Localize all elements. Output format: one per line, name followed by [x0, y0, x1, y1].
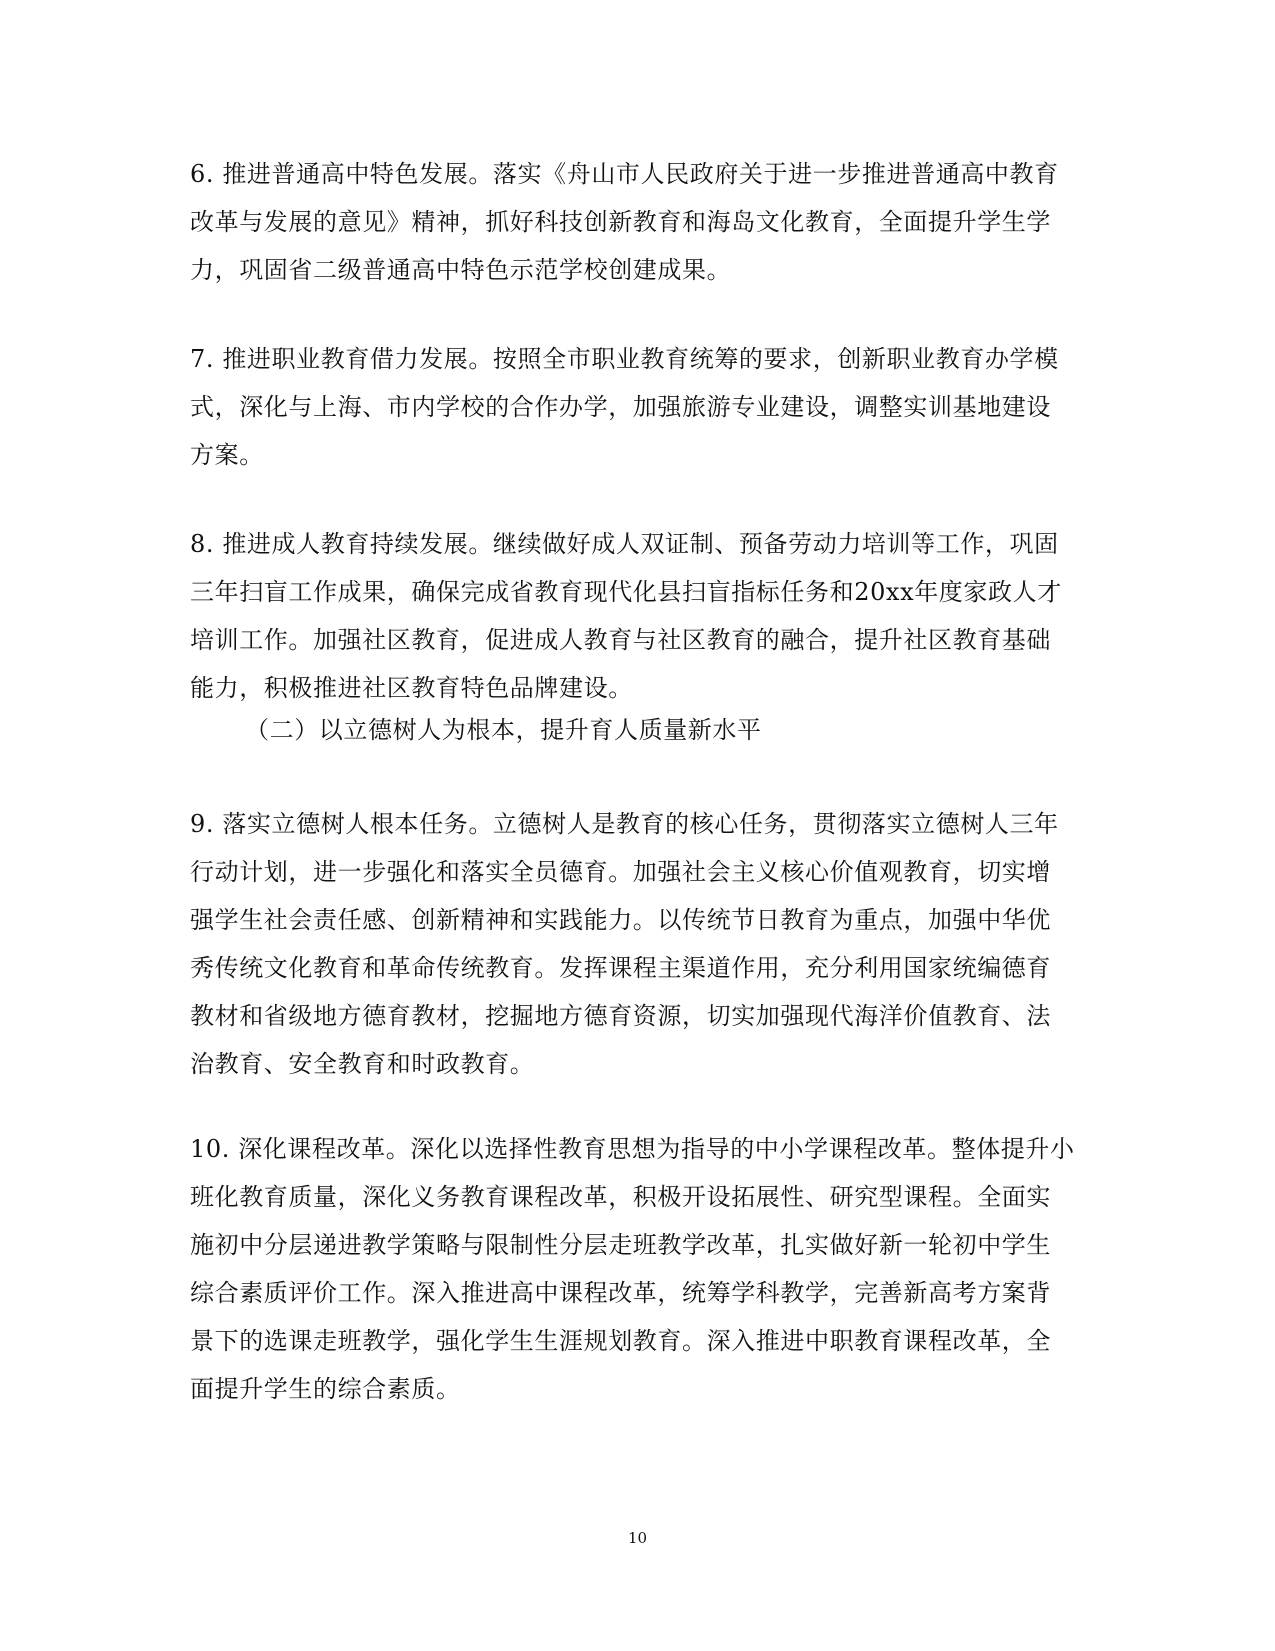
paragraph-line: 秀传统文化教育和革命传统教育。发挥课程主渠道作用，充分利用国家统编德育	[190, 954, 1051, 982]
paragraph-line: 培训工作。加强社区教育，促进成人教育与社区教育的融合，提升社区教育基础	[190, 626, 1051, 654]
paragraph-line: 改革与发展的意见》精神，抓好科技创新教育和海岛文化教育，全面提升学生学	[190, 208, 1051, 236]
paragraph-line: 教材和省级地方德育教材，挖掘地方德育资源，切实加强现代海洋价值教育、法	[190, 1002, 1051, 1030]
paragraph-line: 8. 推进成人教育持续发展。继续做好成人双证制、预备劳动力培训等工作，巩固	[190, 530, 1059, 558]
paragraph-9	[190, 800, 1070, 1088]
paragraph-line: 6. 推进普通高中特色发展。落实《舟山市人民政府关于进一步推进普通高中教育	[190, 160, 1059, 188]
paragraph-line: 面提升学生的综合素质。	[190, 1375, 461, 1403]
paragraph-line: 7. 推进职业教育借力发展。按照全市职业教育统筹的要求，创新职业教育办学模	[190, 345, 1059, 373]
paragraph-8	[190, 520, 1070, 712]
paragraph-line: 治教育、安全教育和时政教育。	[190, 1050, 535, 1078]
paragraph-line: 三年扫盲工作成果，确保完成省教育现代化县扫盲指标任务和20xx年度家政人才	[190, 578, 1062, 606]
paragraph-line: 行动计划，进一步强化和落实全员德育。加强社会主义核心价值观教育，切实增	[190, 858, 1051, 886]
paragraph-line: 综合素质评价工作。深入推进高中课程改革，统筹学科教学，完善新高考方案背	[190, 1279, 1051, 1307]
paragraph-line: 力，巩固省二级普通高中特色示范学校创建成果。	[190, 256, 732, 284]
paragraph-line: 方案。	[190, 441, 264, 469]
paragraph-7	[190, 335, 1070, 479]
section-subheading: （二）以立德树人为根本，提升育人质量新水平	[245, 716, 762, 744]
page-number: 10	[627, 1529, 648, 1547]
paragraph-10	[190, 1125, 1075, 1413]
paragraph-line: 10. 深化课程改革。深化以选择性教育思想为指导的中小学课程改革。整体提升小	[190, 1135, 1075, 1163]
paragraph-line: 强学生社会责任感、创新精神和实践能力。以传统节日教育为重点，加强中华优	[190, 906, 1051, 934]
paragraph-line: 班化教育质量，深化义务教育课程改革，积极开设拓展性、研究型课程。全面实	[190, 1183, 1051, 1211]
paragraph-line: 能力，积极推进社区教育特色品牌建设。	[190, 674, 633, 702]
paragraph-line: 9. 落实立德树人根本任务。立德树人是教育的核心任务，贯彻落实立德树人三年	[190, 810, 1059, 838]
paragraph-line: 景下的选课走班教学，强化学生生涯规划教育。深入推进中职教育课程改革，全	[190, 1327, 1051, 1355]
paragraph-line: 施初中分层递进教学策略与限制性分层走班教学改革，扎实做好新一轮初中学生	[190, 1231, 1051, 1259]
paragraph-6	[190, 150, 1070, 294]
paragraph-line: 式，深化与上海、市内学校的合作办学，加强旅游专业建设，调整实训基地建设	[190, 393, 1051, 421]
